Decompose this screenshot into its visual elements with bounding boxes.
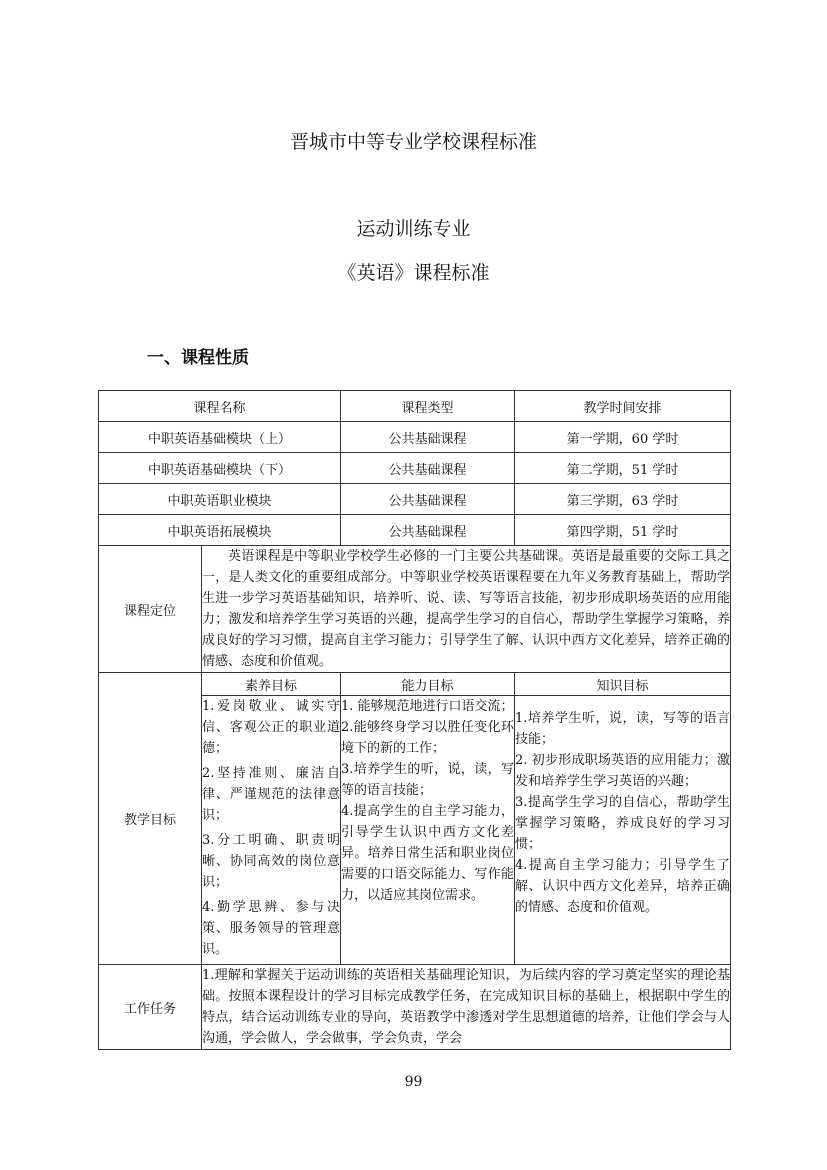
schedule-cell: 第一学期，60 学时: [515, 422, 731, 453]
header-schedule: 教学时间安排: [515, 391, 731, 422]
ability-goal-item: 2.能够终身学习以胜任变化环境下的新的工作；: [341, 720, 515, 756]
literacy-goal-item: 4.勤学思辨、参与决策、服务领导的管理意识。: [202, 900, 341, 957]
schedule-cell: 第二学期，51 学时: [515, 453, 731, 484]
literacy-goal-item: 2.坚持准则、廉洁自律、严谨规范的法律意识；: [202, 766, 341, 823]
literacy-goal-item: 1.爱岗敬业、诚实守信、客观公正的职业道德；: [202, 699, 341, 756]
course-type-cell: 公共基础课程: [341, 453, 515, 484]
positioning-text: 英语课程是中等职业学校学生必修的一门主要公共基础课。英语是最重要的交际工具之一，是人类文化的重要组成部分。中等职业学校英语课程要在九年义务教育基础上，帮助学生进一步学习英语基础知识，培养听、说、读、写等语言技能，初步形成职场英语的应用能力；激发和培养学生学习英语的兴趣，提高学生学习的自信心，帮助学生掌握学习策略，养成良好的学习习惯，提高自主学习能力；引导学生了解、认识中西方文化差异，培养正确的情感、态度和价值观。: [202, 546, 731, 673]
knowledge-goals-cell: [515, 696, 731, 965]
course-table: [98, 390, 731, 1050]
course-type-cell: 公共基础课程: [341, 484, 515, 515]
schedule-cell: 第三学期，63 学时: [515, 484, 731, 515]
goals-label: 教学目标: [99, 673, 202, 965]
positioning-row: [99, 546, 731, 673]
knowledge-goal-item: 2. 初步形成职场英语的应用能力；激发和培养学生学习英语的兴趣；: [515, 753, 731, 789]
table-header-row: [99, 391, 731, 422]
table-row: [99, 484, 731, 515]
table-row: [99, 422, 731, 453]
ability-goals-cell: [341, 696, 515, 965]
ability-goal-item: 4.提高学生的自主学习能力，引导学生认识中西方文化差异。培养日常生活和职业岗位需要的口语交际能力、写作能力，以适应其岗位需求。: [341, 804, 515, 903]
course-name-cell: 中职英语基础模块（上）: [99, 422, 341, 453]
course-name-cell: 中职英语基础模块（下）: [99, 453, 341, 484]
table-row: [99, 453, 731, 484]
knowledge-goal-item: 1.培养学生听，说，读，写等的语言技能；: [515, 711, 731, 747]
tasks-row: [99, 965, 731, 1050]
section-heading: 一、课程性质: [147, 348, 249, 368]
document-title: 晋城市中等专业学校课程标准: [289, 131, 537, 153]
table-row: [99, 515, 731, 546]
major-title: 运动训练专业: [356, 218, 471, 240]
course-name-cell: 中职英语职业模块: [99, 484, 341, 515]
goals-header-row: [99, 673, 731, 696]
tasks-label: 工作任务: [99, 965, 202, 1050]
course-name-cell: 中职英语拓展模块: [99, 515, 341, 546]
course-title: 《英语》课程标准: [337, 262, 490, 284]
ability-goal-item: 1. 能够规范地进行口语交流；: [341, 699, 514, 714]
positioning-label: 课程定位: [99, 546, 202, 673]
course-type-cell: 公共基础课程: [341, 422, 515, 453]
page-number: 99: [404, 1074, 423, 1090]
ability-goal-header: 能力目标: [341, 673, 515, 696]
knowledge-goal-item: 3.提高学生学习的自信心，帮助学生掌握学习策略，养成良好的学习习惯；: [515, 795, 731, 852]
literacy-goal-item: 3.分工明确、职责明晰、协同高效的岗位意识；: [202, 833, 341, 890]
literacy-goal-header: 素养目标: [202, 673, 341, 696]
literacy-goals-cell: [202, 696, 341, 965]
ability-goal-item: 3.培养学生的听，说，读，写等的语言技能；: [341, 762, 515, 798]
knowledge-goal-item: 4.提高自主学习能力；引导学生了解、认识中西方文化差异，培养正确的情感、态度和价值观。: [515, 858, 731, 915]
header-course-type: 课程类型: [341, 391, 515, 422]
tasks-text: 1.理解和掌握关于运动训练的英语相关基础理论知识，为后续内容的学习奠定坚实的理论基础。按照本课程设计的学习目标完成教学任务，在完成知识目标的基础上，根据职中学生的特点，结合运动训练专业的导向，英语教学中渗透对学生思想道德的培养，让他们学会与人沟通，学会做人，学会做事，学会负责，学会: [202, 965, 731, 1050]
header-course-name: 课程名称: [99, 391, 341, 422]
schedule-cell: 第四学期，51 学时: [515, 515, 731, 546]
course-type-cell: 公共基础课程: [341, 515, 515, 546]
knowledge-goal-header: 知识目标: [515, 673, 731, 696]
